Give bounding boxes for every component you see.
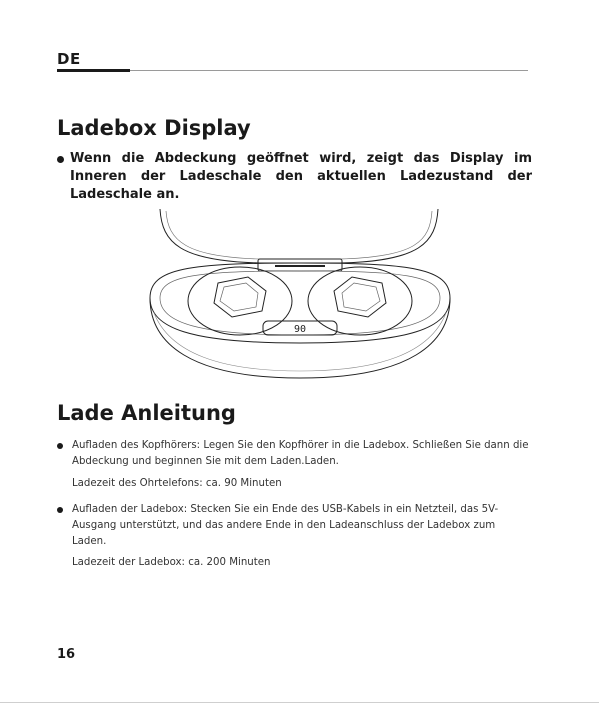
charging-bullet-case-text: Aufladen der Ladebox: Stecken Sie ein Ende des USB-Kabels in ein Netzteil, das 5V-Ausgang unterstützt, und das andere Ende in den Ladeanschluss der Ladebox zum Laden. bbox=[72, 504, 499, 547]
section-title-anleitung: Lade Anleitung bbox=[57, 401, 236, 425]
display-bullet bbox=[57, 150, 532, 204]
bullet-dot bbox=[57, 443, 63, 449]
bullet-dot bbox=[57, 507, 63, 513]
page-number: 16 bbox=[57, 647, 76, 662]
header-divider-accent bbox=[57, 69, 130, 72]
charging-bullet-earbuds-text: Aufladen des Kopfhörers: Legen Sie den Kopfhörer in die Ladebox. Schließen Sie dann die Abdeckung und beginnen Sie mit dem Laden.Laden. bbox=[72, 440, 529, 467]
section-title-display: Ladebox Display bbox=[57, 116, 251, 140]
earbud-charge-time: Ladezeit des Ohrtelefons: ca. 90 Minuten bbox=[72, 478, 282, 489]
language-label: DE bbox=[57, 50, 81, 68]
charging-bullet-case bbox=[57, 502, 532, 550]
battery-display-value: 90 bbox=[293, 324, 307, 335]
charging-case-illustration bbox=[140, 203, 460, 388]
charging-bullet-earbuds bbox=[57, 438, 532, 470]
case-charge-time: Ladezeit der Ladebox: ca. 200 Minuten bbox=[72, 557, 271, 568]
display-bullet-text: Wenn die Abdeckung geöffnet wird, zeigt das Display im Inneren der Ladeschale den aktuellen Ladezustand der Ladeschale an. bbox=[70, 151, 532, 202]
bullet-dot bbox=[57, 156, 64, 163]
page-bottom-edge bbox=[0, 702, 599, 703]
